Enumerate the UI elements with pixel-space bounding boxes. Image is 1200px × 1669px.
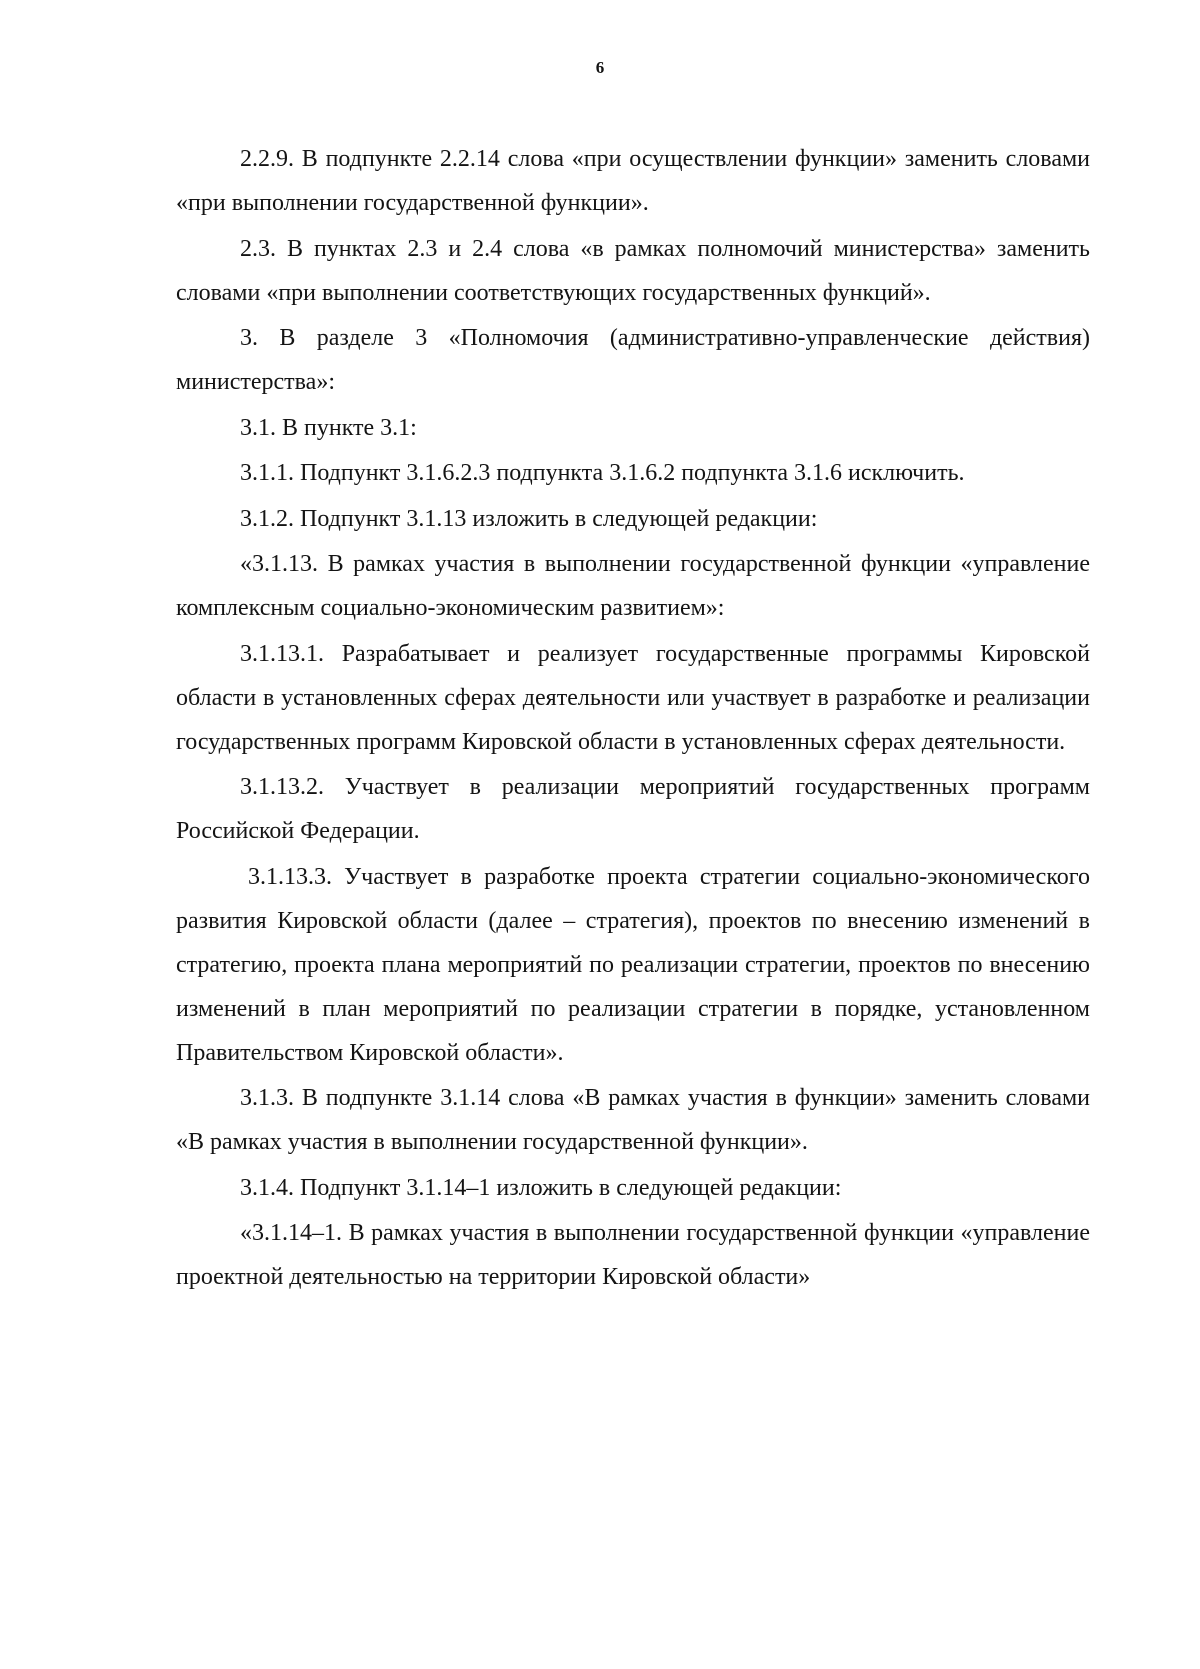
paragraph-3-1-4: 3.1.4. Подпункт 3.1.14–1 изложить в следующей редакции: — [240, 1174, 842, 1201]
paragraph-3-1-2: 3.1.2. Подпункт 3.1.13 изложить в следующей редакции: — [240, 505, 818, 532]
paragraph-2-3: 2.3. В пунктах 2.3 и 2.4 слова «в рамках полномочий министерства» заменить словами «при выполнении соответствующих государственных функций». — [176, 235, 1090, 306]
paragraph-3-1-14-1: «3.1.14–1. В рамках участия в выполнении государственной функции «управление проектной деятельностью на территории Кировской области» — [176, 1220, 1090, 1290]
paragraph-2-2-9: 2.2.9. В подпункте 2.2.14 слова «при осуществлении функции» заменить словами «при выполнении государственной функции». — [176, 146, 1090, 216]
paragraph-3-1-1: 3.1.1. Подпункт 3.1.6.2.3 подпункта 3.1.6.2 подпункта 3.1.6 исключить. — [240, 460, 965, 486]
paragraph-3-1-13-3: 3.1.13.3. Участвует в разработке проекта стратегии социально-экономического развития Кировской области (далее – стратегия), проектов по внесению изменений в стратегию, проекта плана мероприятий по реализации стратегии, проектов по внесению изменений в план мероприятий по реализации стратегии в порядке, установленном Правительством Кировской области». — [176, 863, 1090, 1066]
document-body — [176, 137, 1090, 1301]
paragraph-3: 3. В разделе 3 «Полномочия (административно-управленческие действия) министерства»: — [176, 325, 1090, 395]
paragraph-3-1-13-2: 3.1.13.2. Участвует в реализации мероприятий государственных программ Российской Федерации. — [176, 774, 1090, 844]
paragraph-3-1-13-1: 3.1.13.1. Разрабатывает и реализует государственные программы Кировской области в установленных сферах деятельности или участвует в разработке и реализации государственных программ Кировской области в установленных сферах деятельности. — [176, 640, 1090, 755]
page-number: 6 — [595, 58, 605, 77]
paragraph-3-1: 3.1. В пункте 3.1: — [240, 414, 417, 441]
paragraph-3-1-13: «3.1.13. В рамках участия в выполнении государственной функции «управление комплексным социально-экономическим развитием»: — [176, 551, 1090, 621]
paragraph-3-1-3: 3.1.3. В подпункте 3.1.14 слова «В рамках участия в функции» заменить словами «В рамках участия в выполнении государственной функции». — [176, 1085, 1090, 1155]
